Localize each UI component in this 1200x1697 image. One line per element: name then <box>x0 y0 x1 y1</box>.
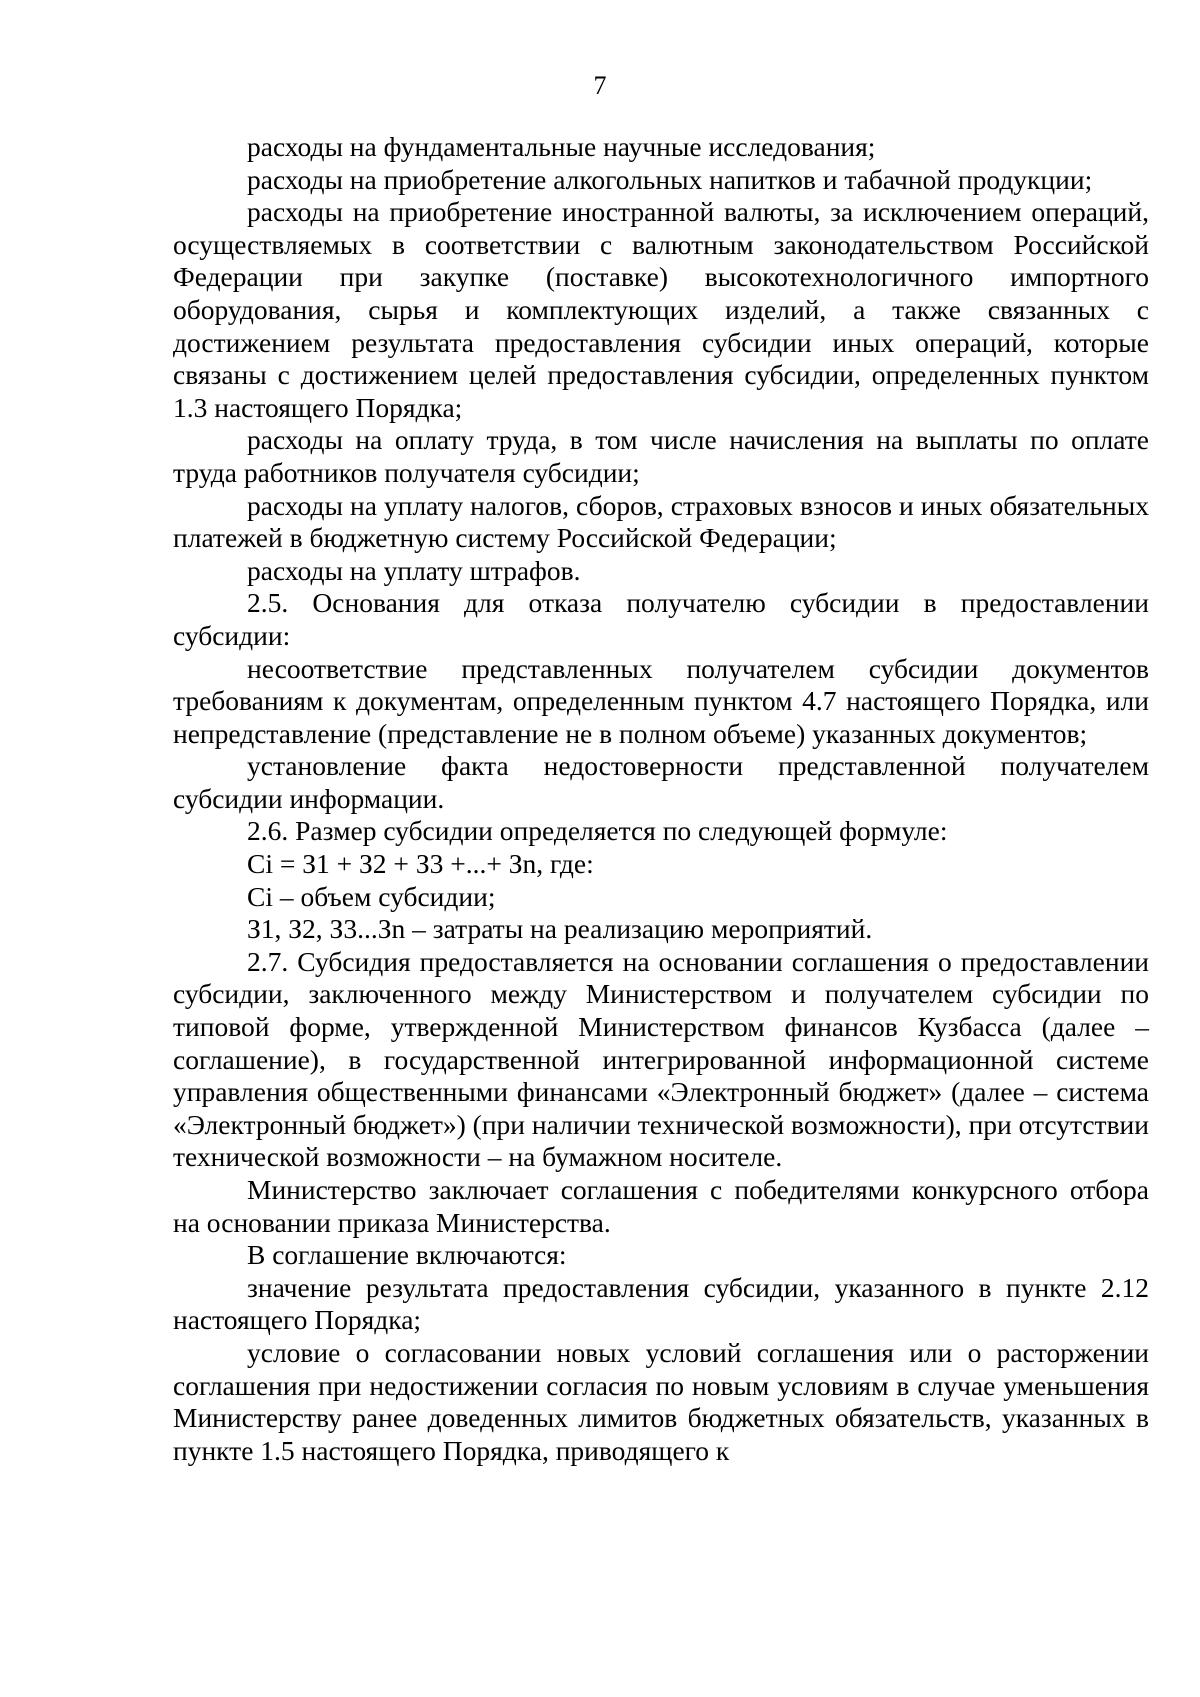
section-2-7: 2.7. Субсидия предоставляется на основании соглашения о предоставлении субсидии, заключенного между Министерством и получателем субсидии по типовой форме, утвержденной Министерством финансов Кузбасса (далее – соглашение), в государственной интегрированной информационной системе управления общественными финансами «Электронный бюджет» (далее – система «Электронный бюджет») (при наличии технической возможности), при отсутствии технической возможности – на бумажном носителе. <box>173 945 1149 1173</box>
formula-definition: З1, З2, З3...Зn – затраты на реализацию мероприятий. <box>247 913 873 945</box>
section-2-5: 2.5. Основания для отказа получателю субсидии в предоставлении субсидии: <box>173 587 1149 651</box>
paragraph: Министерство заключает соглашения с победителями конкурсного отбора на основании приказа Министерства. <box>173 1174 1149 1238</box>
paragraph: расходы на оплату труда, в том числе начисления на выплаты по оплате труда работников получателя субсидии; <box>173 424 1149 488</box>
paragraph: несоответствие представленных получателем субсидии документов требованиям к документам, определенным пунктом 4.7 настоящего Порядка, или непредставление (представление не в полном объеме) указанных документов; <box>173 652 1149 749</box>
page-number: 7 <box>593 71 607 100</box>
paragraph: расходы на уплату налогов, сборов, страховых взносов и иных обязательных платежей в бюджетную систему Российской Федерации; <box>173 489 1149 554</box>
paragraph: значение результата предоставления субсидии, указанного в пункте 2.12 настоящего Порядка; <box>173 1271 1149 1336</box>
formula: Ci = З1 + З2 + З3 +...+ Зn, где: <box>247 848 594 880</box>
paragraph: В соглашение включаются: <box>247 1239 567 1271</box>
formula-definition: Ci – объем субсидии; <box>247 880 496 912</box>
paragraph: условие о согласовании новых условий соглашения или о расторжении соглашения при недостижении согласия по новым условиям в случае уменьшения Министерству ранее доведенных лимитов бюджетных обязательств, указанных в пункте 1.5 настоящего Порядка, приводящего к <box>173 1336 1149 1466</box>
paragraph: расходы на приобретение иностранной валюты, за исключением операций, осуществляемых в соответствии с валютным законодательством Российской Федерации при закупке (поставке) высокотехнологичного импортного оборудования, сырья и комплектующих изделий, а также связанных с достижением результата предоставления субсидии иных операций, которые связаны с достижением целей предоставления субсидии, определенных пунктом 1.3 настоящего Порядка; <box>173 196 1149 423</box>
section-2-6: 2.6. Размер субсидии определяется по следующей формуле: <box>247 815 948 847</box>
paragraph: расходы на фундаментальные научные исследования; <box>247 131 876 162</box>
document-body <box>173 131 1149 1467</box>
paragraph: расходы на приобретение алкогольных напитков и табачной продукции; <box>247 163 1093 195</box>
paragraph: расходы на уплату штрафов. <box>247 554 581 586</box>
paragraph: установление факта недостоверности представленной получателем субсидии информации. <box>173 750 1149 814</box>
